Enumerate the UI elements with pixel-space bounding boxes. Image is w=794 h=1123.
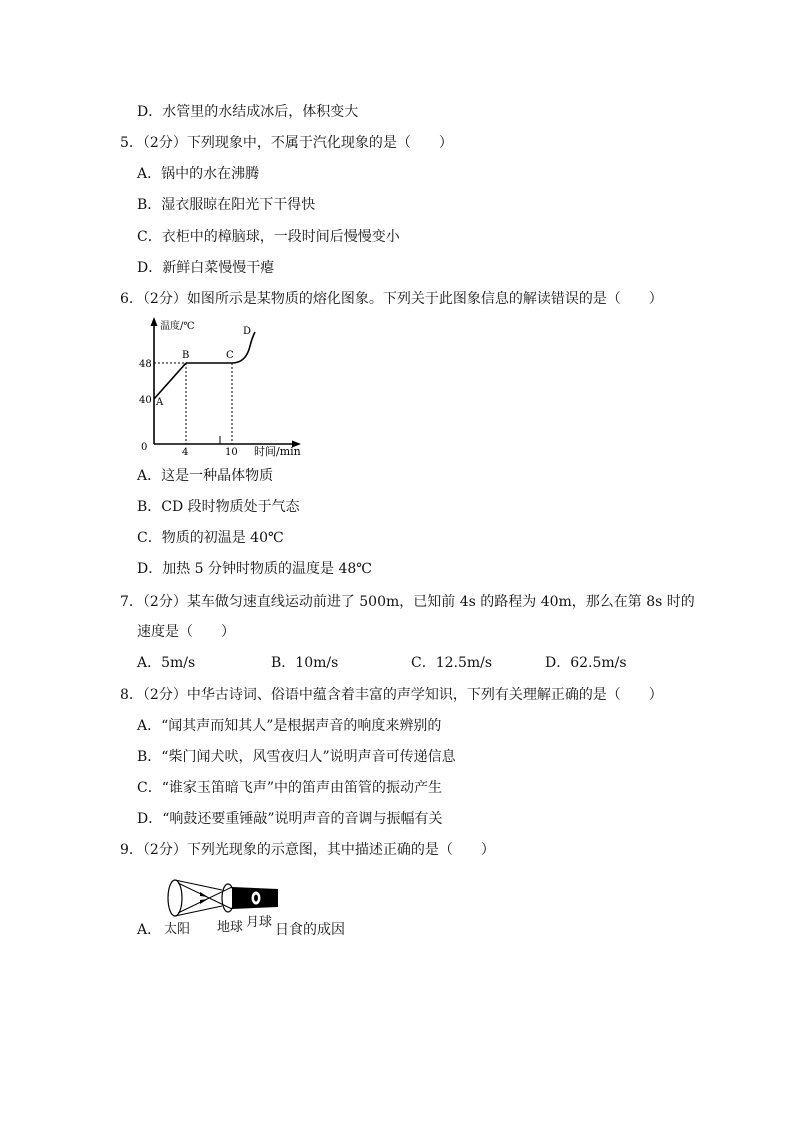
- earth-label: 地球: [217, 920, 244, 935]
- q5-option-d: D．新鲜白菜慢慢干瘪: [137, 260, 275, 276]
- q7-stem: 7．（2分）某车做匀速直线运动前进了 500m，已知前 4s 的路程为 40m，那么在第 8s 时的: [120, 594, 695, 610]
- x-tick-4: 4: [182, 447, 189, 458]
- point-a-label: A: [156, 397, 164, 408]
- melting-graph: [136, 314, 306, 459]
- y-tick-40: 40: [139, 395, 152, 406]
- q6-option-d: D．加热 5 分钟时物质的温度是 48℃: [137, 561, 372, 577]
- y-axis-arrow: [151, 317, 158, 326]
- q6-option-b: B．CD 段时物质处于气态: [137, 499, 300, 515]
- q9-stem: 9．（2分）下列光现象的示意图，其中描述正确的是（ ）: [120, 842, 495, 858]
- q7-option-c: C．12.5m/s: [411, 655, 493, 671]
- q7-stem-continued: 速度是（ ）: [137, 624, 235, 640]
- q8-option-a: A．“闻其声而知其人”是根据声音的响度来辨别的: [137, 718, 442, 734]
- q6-option-a: A．这是一种晶体物质: [137, 468, 274, 484]
- q8-option-c: C．“谁家玉笛暗飞声”中的笛声由笛管的振动产生: [137, 780, 443, 796]
- q4-option-d: D．水管里的水结成冰后，体积变大: [137, 104, 359, 120]
- q9-option-a-prefix: A．: [137, 922, 162, 938]
- moon-label: 月球: [246, 915, 273, 930]
- q7-option-b: B．10m/s: [271, 655, 339, 671]
- y-axis-label: 温度/℃: [160, 321, 195, 332]
- q6-stem: 6．（2分）如图所示是某物质的熔化图象。下列关于此图象信息的解读错误的是（ ）: [120, 291, 663, 307]
- point-d-label: D: [243, 326, 252, 337]
- x-tick-10: 10: [225, 447, 238, 458]
- q8-stem: 8．（2分）中华古诗词、俗语中蕴含着丰富的声学知识，下列有关理解正确的是（ ）: [120, 687, 663, 703]
- point-c-label: C: [226, 350, 234, 361]
- q6-option-c: C．物质的初温是 40℃: [137, 530, 284, 546]
- q5-option-c: C．衣柜中的樟脑球，一段时间后慢慢变小: [137, 229, 400, 245]
- sun-label: 太阳: [164, 922, 191, 937]
- q8-option-b: B．“柴门闻犬吠，风雪夜归人”说明声音可传递信息: [137, 749, 456, 765]
- q8-option-d: D．“响鼓还要重锤敲”说明声音的音调与振幅有关: [137, 811, 443, 827]
- q7-option-a: A．5m/s: [137, 655, 196, 671]
- eclipse-caption: 日食的成因: [275, 922, 345, 938]
- point-b-label: B: [182, 350, 190, 361]
- segment-ab: [154, 363, 186, 399]
- q5-stem: 5．（2分）下列现象中，不属于汽化现象的是（ ）: [120, 135, 453, 151]
- q7-option-d: D．62.5m/s: [545, 655, 627, 671]
- q5-option-a: A．锅中的水在沸腾: [137, 166, 260, 182]
- x-axis-label: 时间/min: [254, 445, 301, 458]
- y-tick-48: 48: [139, 359, 152, 370]
- sun-shape: [168, 880, 182, 916]
- origin-label: 0: [141, 442, 148, 453]
- q5-option-b: B．湿衣服晾在阳光下干得快: [137, 197, 316, 213]
